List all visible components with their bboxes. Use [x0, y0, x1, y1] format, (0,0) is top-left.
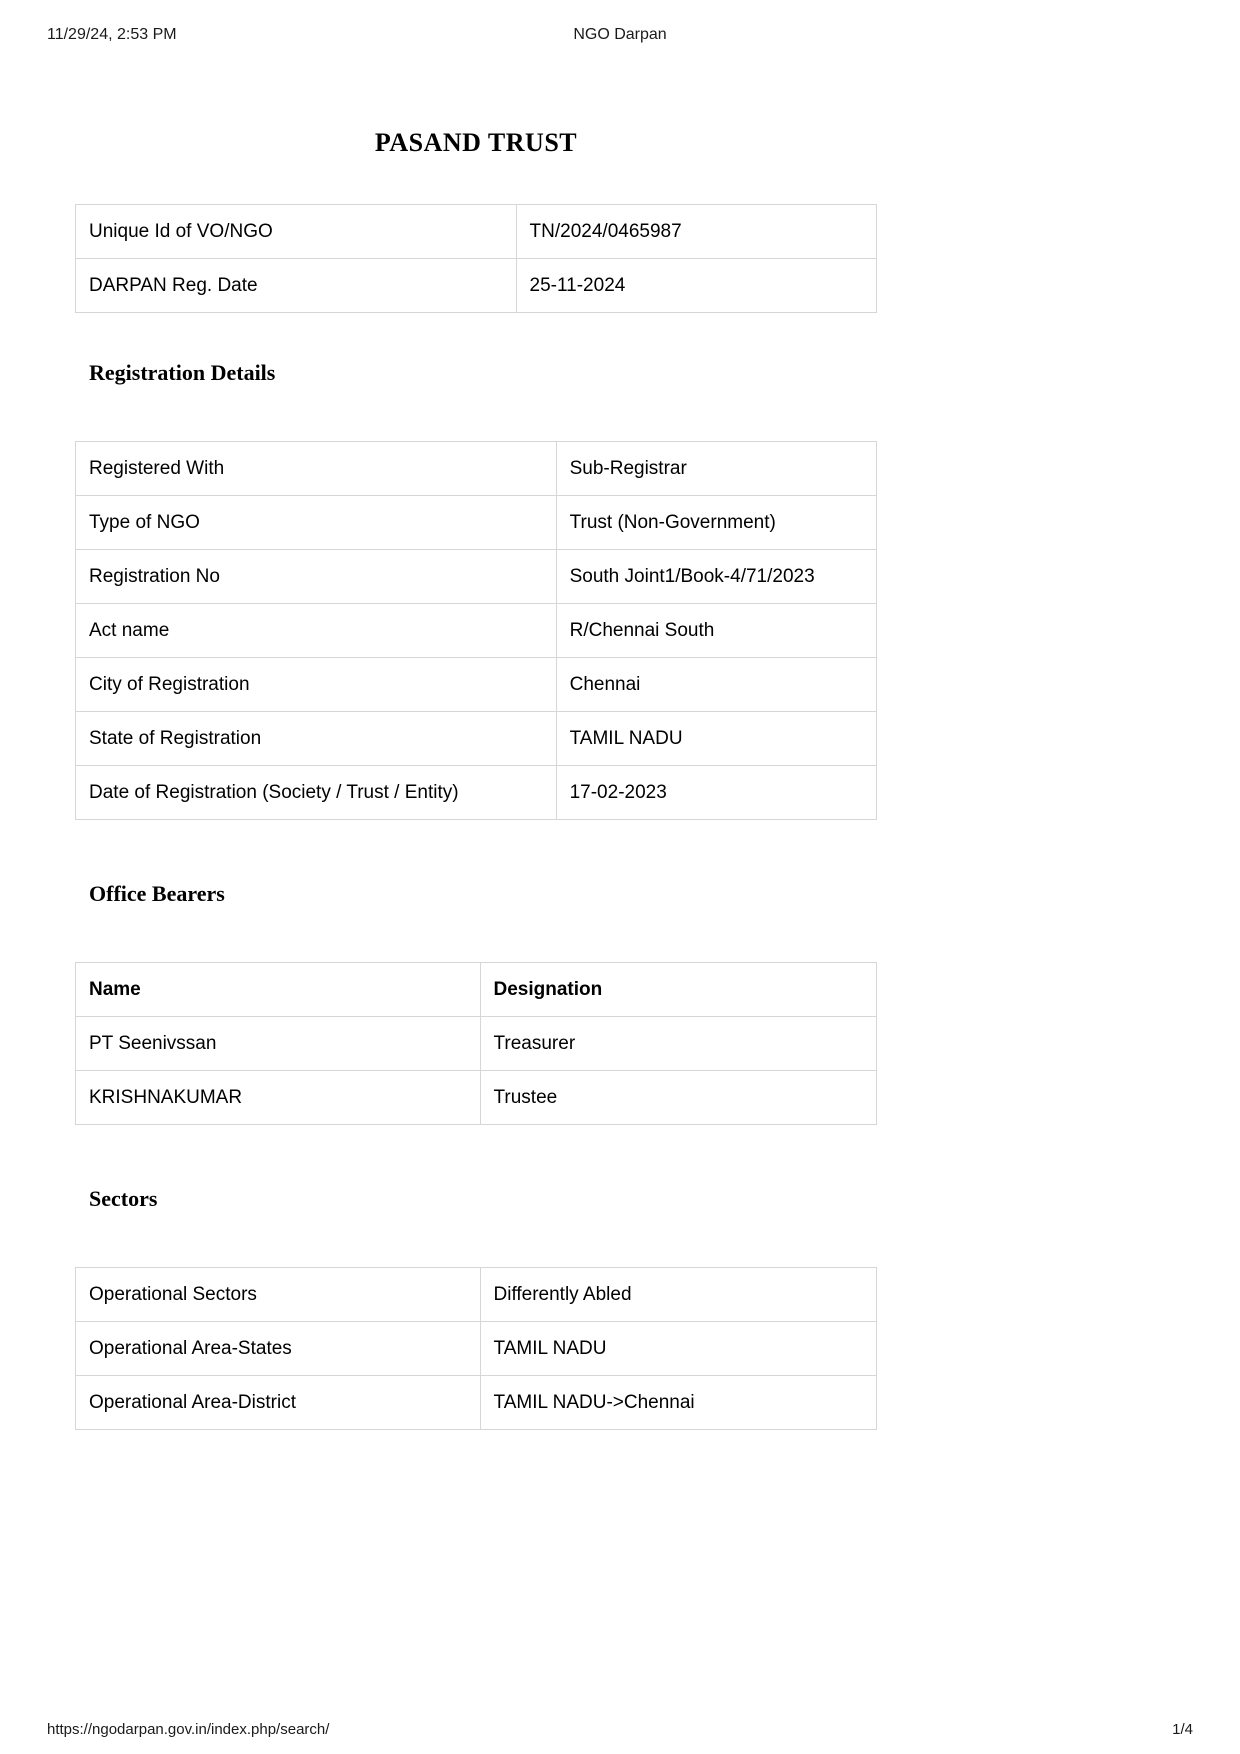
print-datetime: 11/29/24, 2:53 PM — [47, 26, 177, 43]
summary-table — [75, 204, 877, 313]
sectors-table — [75, 1267, 877, 1430]
row-value: TAMIL NADU — [480, 1322, 877, 1376]
row-value: South Joint1/Book-4/71/2023 — [556, 550, 876, 604]
registration-details-heading: Registration Details — [89, 360, 276, 385]
print-doc-title: NGO Darpan — [573, 26, 667, 43]
row-label: City of Registration — [76, 658, 557, 712]
table-row — [76, 205, 877, 259]
table-row — [76, 1376, 877, 1430]
row-value: TN/2024/0465987 — [516, 205, 876, 259]
row-value: R/Chennai South — [556, 604, 876, 658]
row-label: Unique Id of VO/NGO — [76, 205, 517, 259]
table-row — [76, 712, 877, 766]
table-row — [76, 1071, 877, 1125]
document-content — [75, 130, 877, 1430]
table-row — [76, 1017, 877, 1071]
table-row — [76, 604, 877, 658]
office-bearers-heading: Office Bearers — [89, 881, 225, 906]
column-header-designation: Designation — [480, 963, 877, 1017]
bearer-designation: Treasurer — [480, 1017, 877, 1071]
row-label: Operational Area-States — [76, 1322, 481, 1376]
table-row — [76, 496, 877, 550]
row-label: State of Registration — [76, 712, 557, 766]
row-label: Registration No — [76, 550, 557, 604]
table-row — [76, 259, 877, 313]
row-value: TAMIL NADU->Chennai — [480, 1376, 877, 1430]
row-label: DARPAN Reg. Date — [76, 259, 517, 313]
row-label: Registered With — [76, 442, 557, 496]
row-label: Date of Registration (Society / Trust / Entity) — [76, 766, 557, 820]
row-label: Operational Sectors — [76, 1268, 481, 1322]
table-row — [76, 550, 877, 604]
table-row — [76, 766, 877, 820]
column-header-name: Name — [76, 963, 481, 1017]
sectors-heading: Sectors — [89, 1186, 158, 1211]
row-value: 17-02-2023 — [556, 766, 876, 820]
table-header-row — [76, 963, 877, 1017]
row-label: Operational Area-District — [76, 1376, 481, 1430]
row-label: Act name — [76, 604, 557, 658]
row-value: TAMIL NADU — [556, 712, 876, 766]
office-bearers-table — [75, 962, 877, 1125]
row-label: Type of NGO — [76, 496, 557, 550]
table-row — [76, 1268, 877, 1322]
print-footer — [0, 1721, 1240, 1738]
table-row — [76, 442, 877, 496]
bearer-designation: Trustee — [480, 1071, 877, 1125]
row-value: Sub-Registrar — [556, 442, 876, 496]
row-value: Chennai — [556, 658, 876, 712]
row-value: Trust (Non-Government) — [556, 496, 876, 550]
row-value: 25-11-2024 — [516, 259, 876, 313]
row-value: Differently Abled — [480, 1268, 877, 1322]
print-page-number: 1/4 — [1172, 1721, 1193, 1738]
table-row — [76, 1322, 877, 1376]
registration-details-table — [75, 441, 877, 820]
bearer-name: PT Seenivssan — [76, 1017, 481, 1071]
ngo-name-title: PASAND TRUST — [374, 128, 578, 157]
table-row — [76, 658, 877, 712]
print-header — [0, 0, 1240, 44]
print-footer-url: https://ngodarpan.gov.in/index.php/search/ — [47, 1721, 330, 1738]
bearer-name: KRISHNAKUMAR — [76, 1071, 481, 1125]
